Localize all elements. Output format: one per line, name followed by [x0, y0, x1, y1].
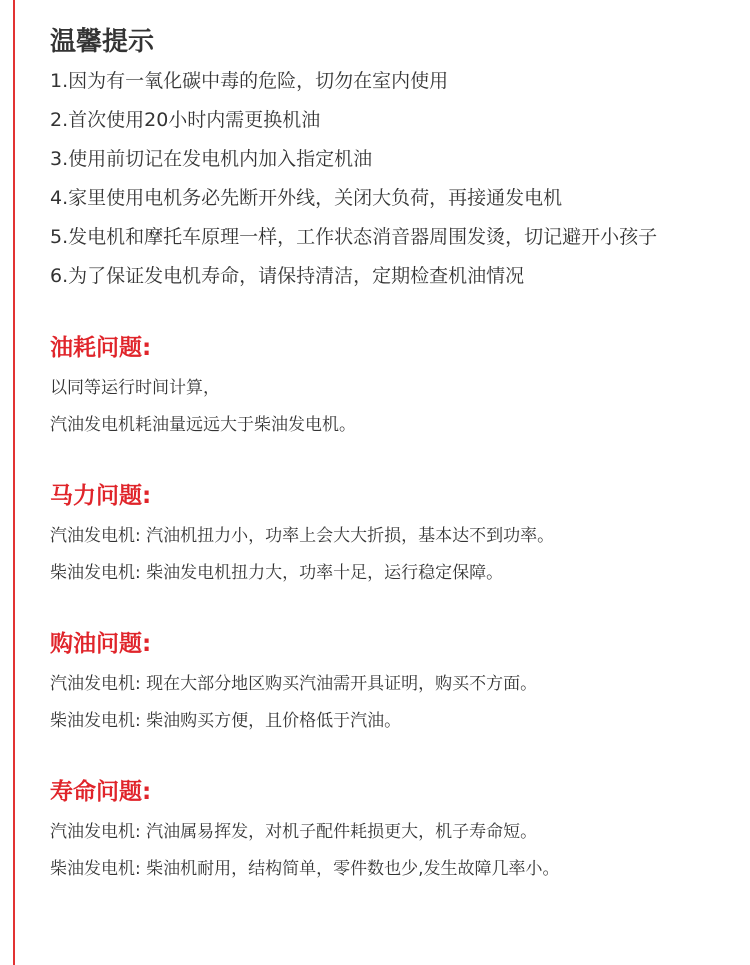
tips-title: 温馨提示	[50, 27, 155, 57]
section-title: 油耗问题:	[50, 335, 152, 361]
section-horsepower	[50, 476, 740, 592]
section-title: 购油问题:	[50, 631, 152, 657]
section-lifespan	[50, 772, 740, 888]
section-line: 汽油发电机: 汽油属易挥发，对机子配件耗损更大，机子寿命短。	[50, 822, 538, 842]
section-line: 柴油发电机: 柴油机耐用，结构简单，零件数也少,发生故障几率小。	[50, 859, 560, 879]
tip-item: 3.使用前切记在发电机内加入指定机油	[50, 148, 373, 170]
section-line: 柴油发电机: 柴油购买方便，且价格低于汽油。	[50, 711, 402, 731]
document-body	[50, 22, 740, 888]
section-line: 柴油发电机: 柴油发电机扭力大，功率十足，运行稳定保障。	[50, 563, 504, 583]
section-title: 寿命问题:	[50, 779, 152, 805]
tip-item: 5.发电机和摩托车原理一样，工作状态消音器周围发烫，切记避开小孩子	[50, 226, 658, 248]
tips-list	[50, 62, 740, 296]
section-title: 马力问题:	[50, 483, 152, 509]
tip-item: 2.首次使用20小时内需更换机油	[50, 109, 321, 131]
tip-item: 6.为了保证发电机寿命，请保持清洁，定期检查机油情况	[50, 265, 525, 287]
tip-item: 1.因为有一氧化碳中毒的危险，切勿在室内使用	[50, 70, 449, 92]
section-line: 以同等运行时间计算，	[50, 378, 220, 398]
section-fuel-purchase	[50, 624, 740, 740]
section-line: 汽油发电机: 现在大部分地区购买汽油需开具证明，购买不方面。	[50, 674, 538, 694]
left-red-rule	[13, 0, 15, 965]
tip-item: 4.家里使用电机务必先断开外线，关闭大负荷，再接通发电机	[50, 187, 563, 209]
section-line: 汽油发电机: 汽油机扭力小，功率上会大大折损，基本达不到功率。	[50, 526, 555, 546]
section-line: 汽油发电机耗油量远远大于柴油发电机。	[50, 415, 356, 435]
section-fuel-consumption	[50, 328, 740, 444]
